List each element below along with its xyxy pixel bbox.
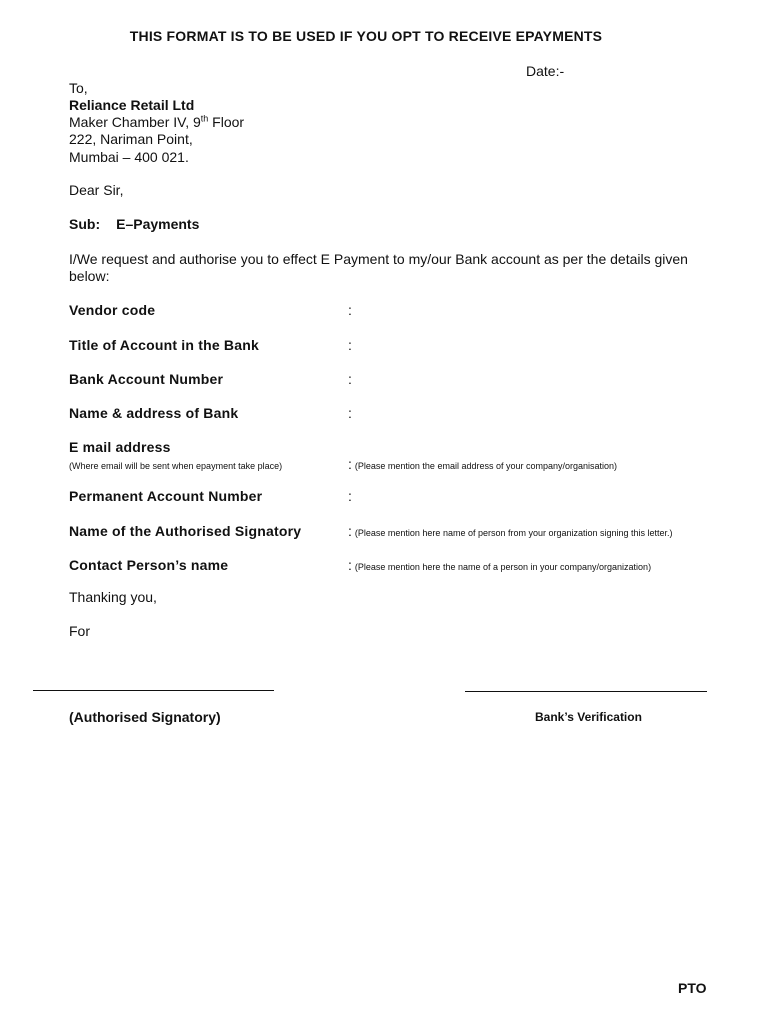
pto-label: PTO <box>678 980 707 996</box>
account-number-label: Bank Account Number <box>69 371 224 387</box>
account-title-label: Title of Account in the Bank <box>69 337 259 353</box>
email-label: E mail address <box>69 439 171 455</box>
pan-label: Permanent Account Number <box>69 488 263 504</box>
authorised-signature-line <box>33 690 274 691</box>
address-line-1-floor: Floor <box>208 114 245 130</box>
email-hint: (Please mention the email address of your company/organisation) <box>354 461 618 471</box>
account-title-colon: : <box>348 337 352 353</box>
email-hint-row <box>348 456 617 472</box>
subject-label: Sub: <box>69 216 101 232</box>
to-line: To, <box>69 80 88 96</box>
bank-verification-label: Bank’s Verification <box>535 710 642 724</box>
bank-signature-line <box>465 691 707 692</box>
address-superscript: th <box>200 113 209 124</box>
address-line-1-text: Maker Chamber IV, 9 <box>69 114 201 130</box>
email-colon: : <box>348 456 352 472</box>
recipient-company: Reliance Retail Ltd <box>69 97 195 113</box>
address-line-2: 222, Nariman Point, <box>69 131 193 147</box>
contact-label: Contact Person’s name <box>69 557 229 573</box>
contact-colon: : <box>348 557 352 573</box>
salutation: Dear Sir, <box>69 182 124 198</box>
for-line: For <box>69 623 90 639</box>
contact-hint: (Please mention here the name of a person in your company/organization) <box>354 562 652 572</box>
vendor-code-colon: : <box>348 302 352 318</box>
account-number-colon: : <box>348 371 352 387</box>
subject-line <box>69 216 199 233</box>
request-paragraph: I/We request and authorise you to effect E Payment to my/our Bank account as per the details given below: <box>69 251 688 284</box>
bank-name-label: Name & address of Bank <box>69 405 239 421</box>
email-note: (Where email will be sent when epayment take place) <box>69 461 283 471</box>
signatory-colon: : <box>348 523 352 539</box>
subject-text: E–Payments <box>116 216 200 232</box>
address-line-1 <box>69 114 244 131</box>
contact-hint-row <box>348 557 651 573</box>
signatory-hint: (Please mention here name of person from your organization signing this letter.) <box>354 528 673 538</box>
signatory-hint-row <box>348 523 673 539</box>
vendor-code-label: Vendor code <box>69 302 156 318</box>
document-title: THIS FORMAT IS TO BE USED IF YOU OPT TO RECEIVE EPAYMENTS <box>129 28 603 44</box>
bank-name-colon: : <box>348 405 352 421</box>
thanking-you: Thanking you, <box>69 589 157 605</box>
address-line-3: Mumbai – 400 021. <box>69 149 189 165</box>
pan-colon: : <box>348 488 352 504</box>
authorised-signatory-label: (Authorised Signatory) <box>69 709 221 725</box>
date-label: Date:- <box>526 63 565 79</box>
signatory-label: Name of the Authorised Signatory <box>69 523 302 539</box>
